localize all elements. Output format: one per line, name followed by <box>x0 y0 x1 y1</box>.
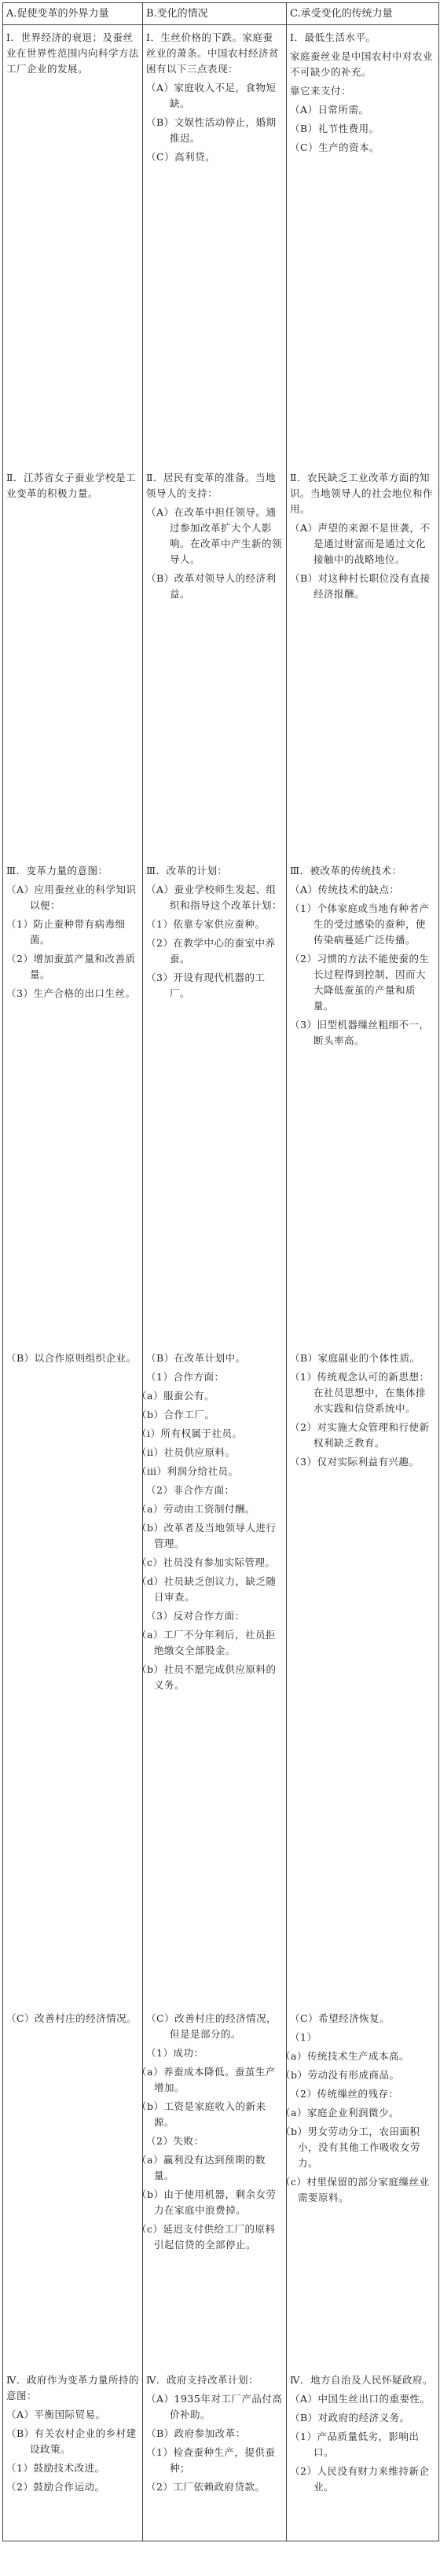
cell-text: （2）在教学中心的蚕室中养蚕。 <box>146 937 276 965</box>
cell-text: （B）文娱性活动停止，婚期推迟。 <box>146 116 277 144</box>
cell-text: Ⅰ．生丝价格的下跌。家庭蚕丝业的萧条。中国农村经济贫困有以下三点表现： <box>146 31 280 75</box>
cell-text: （c）村里保留的部分家庭缫丝业需要原料。 <box>280 2176 430 2203</box>
cell-text: （b）由于使用机器，剩余女劳力在家庭中浪费掉。 <box>137 2188 277 2216</box>
cell-text: （1）个体家庭或当地有种者产生的受过感染的蚕种，使传染病蔓延广泛传播。 <box>290 902 430 946</box>
cell-text: （1）成功： <box>146 2047 204 2059</box>
cell-text: （2）非合作方面： <box>146 1484 235 1496</box>
cell-text: （1） <box>290 2031 317 2043</box>
cell-text: （c）延迟支付供给工厂的原料引起信贷的全部停止。 <box>137 2223 276 2251</box>
header-col-b: B.变化的情况 <box>143 3 287 24</box>
cell-text: （ⅱ）社员供应原料。 <box>137 1446 236 1458</box>
cell-text: Ⅲ．改革的计划： <box>146 865 228 876</box>
cell-col-c <box>287 2368 437 2541</box>
cell-text: （A）应用蚕丝业的科学知识以便： <box>6 884 137 911</box>
cell-text: Ⅲ．被改革的传统技术： <box>290 865 402 876</box>
cell-text: （b）合作工厂。 <box>137 1409 215 1420</box>
cell-col-a <box>3 25 143 465</box>
cell-text: （A）声望的来源不是世袭，不是通过财富而是通过文化接触中的战略地位。 <box>290 522 431 565</box>
cell-text: （2）对实施大众管理和行使新权利缺乏教育。 <box>290 1421 430 1449</box>
table-row <box>3 1346 438 2006</box>
cell-text: （a）养蚕成本降低。蚕茧生产增加。 <box>137 2066 276 2093</box>
cell-col-a <box>3 465 143 858</box>
cell-col-a <box>3 2006 143 2368</box>
cell-text: Ⅳ．政府支持改革计划： <box>146 2374 258 2386</box>
cell-text: Ⅱ．农民缺乏工业改革方面的知识。当地领导人的社会地位和作用。 <box>290 472 434 515</box>
cell-text: （B）对这种村长职位没有直接经济报酬。 <box>290 572 431 600</box>
cell-text: （2）失败： <box>146 2135 204 2147</box>
cell-text: Ⅳ．政府作为变革力量所持的意图： <box>6 2374 139 2401</box>
cell-text: （A）平衡国际贸易。 <box>6 2409 106 2420</box>
cell-text: （1）合作方面： <box>146 1371 225 1383</box>
cell-text: （1）传统观念认可的新思想：在社员思想中，在集体排水实践和信贷系统中。 <box>290 1371 430 1414</box>
cell-col-c <box>287 25 437 465</box>
cell-text: （3）反对合作方面： <box>146 1610 245 1622</box>
cell-text: （2）工厂依赖政府贷款。 <box>146 2481 266 2493</box>
cell-text: （B）家庭副业的个体性质。 <box>290 1352 420 1364</box>
cell-col-a <box>3 1346 143 2006</box>
header-col-a: A.促使变革的外界力量 <box>3 3 143 24</box>
cell-text: （B）在改革计划中。 <box>146 1352 246 1364</box>
cell-text: （a）劳动由工资制付酬。 <box>137 1503 255 1515</box>
cell-text: （A）传统技术的缺点： <box>290 884 400 895</box>
cell-col-c <box>287 1346 437 2006</box>
cell-col-c <box>287 465 437 858</box>
table-row <box>3 2368 438 2541</box>
cell-text: （1）检查蚕种生产，提供蚕种； <box>146 2446 276 2474</box>
cell-text: （1）鼓励技术改进。 <box>6 2462 105 2474</box>
cell-text: （1）防止蚕种带有病毒细菌。 <box>6 918 126 946</box>
table-body <box>3 25 438 2541</box>
cell-text: Ⅲ．变革力量的意图： <box>6 865 108 876</box>
table-header <box>3 3 438 25</box>
cell-text: （A）家庭收入不足，食物短缺。 <box>146 82 277 109</box>
cell-text: Ⅰ．世界经济的衰退；及蚕丝业在世界性范围内向科学方法工厂企业的发展。 <box>6 31 140 75</box>
cell-text: （B）有关农村企业的乡村建设政策。 <box>6 2427 137 2455</box>
cell-text: （a）赢利没有达到预期的数量。 <box>137 2154 266 2181</box>
cell-text: （a）服蚕公有。 <box>137 1390 214 1402</box>
cell-col-a <box>3 2368 143 2541</box>
cell-text: （A）中国生丝出口的重要性。 <box>290 2393 431 2405</box>
cell-text: （2）传统缫丝的残存： <box>290 2088 399 2100</box>
cell-text: （C）高利贷。 <box>146 151 216 163</box>
cell-text: （B）以合作原则组织企业。 <box>6 1352 137 1364</box>
cell-text: （C）改善村庄的经济情况。 <box>6 2012 138 2024</box>
cell-text: （a）传统技术生产成本高。 <box>280 2050 409 2062</box>
cell-text: （A）在改革中担任领导。通过参加改革扩大个人影响。在改革中产生新的领导人。 <box>146 506 283 565</box>
cell-text: （B）改革对领导人的经济利益。 <box>146 572 277 600</box>
cell-text: （3）旧型机器缫丝粗细不一，断头率高。 <box>290 1019 430 1046</box>
comparison-table <box>2 2 439 2541</box>
cell-text: （b）劳动没有形成商品。 <box>280 2069 400 2081</box>
cell-text: （1）依靠专家供应蚕种。 <box>146 918 266 930</box>
cell-text: Ⅱ．居民有变革的准备。当地领导人的支持： <box>146 472 276 499</box>
cell-text: （B）礼节性费用。 <box>290 123 380 134</box>
cell-text: （c）社员没有参加实际管理。 <box>137 1556 276 1568</box>
cell-text: 靠它来支付： <box>290 85 352 97</box>
cell-text: （3）开设有现代机器的工厂。 <box>146 972 266 999</box>
cell-text: Ⅰ．最低生活水平。 <box>290 31 376 43</box>
cell-text: （a）家庭企业利润微少。 <box>280 2107 399 2118</box>
cell-text: （1）产品质量低劣，影响出口。 <box>290 2431 420 2458</box>
cell-text: （b）改革者及当地领导人进行管理。 <box>137 1522 277 1549</box>
cell-text: （3）生产合格的出口生丝。 <box>6 987 136 999</box>
cell-col-b <box>143 2368 287 2541</box>
cell-text: （B）政府参加改革： <box>146 2427 246 2439</box>
cell-text: （C）生产的资本。 <box>290 141 380 153</box>
cell-text: （C）改善村庄的经济情况，但是是部分的。 <box>146 2012 277 2040</box>
cell-text: （A）1935年对工厂产品付高价补助。 <box>146 2393 283 2420</box>
table-row <box>3 2006 438 2368</box>
cell-col-b <box>137 2006 287 2368</box>
cell-col-b <box>137 1346 287 2006</box>
cell-col-c <box>280 2006 437 2368</box>
cell-text: （A）日常所需。 <box>290 104 369 116</box>
cell-text: （C）希望经济恢复。 <box>290 2012 390 2024</box>
cell-text: （b）社员不愿完成供应原料的义务。 <box>137 1663 277 1691</box>
cell-text: （d）社员缺乏创议力，缺乏随日审查。 <box>137 1575 277 1603</box>
table-row <box>3 25 438 465</box>
cell-text: Ⅳ．地方自治及人民怀疑政府。 <box>290 2374 433 2386</box>
cell-text: （2）习惯的方法不能使蚕的生长过程得到控制，因而大大降低蚕茧的产量和质量。 <box>290 953 430 1012</box>
header-col-c: C.承受变化的传统力量 <box>290 8 393 20</box>
cell-text: （2）人民没有财力来维持新企业。 <box>290 2465 430 2493</box>
table-row <box>3 465 438 858</box>
cell-text: （B）对政府的经济义务。 <box>290 2412 410 2423</box>
cell-text: Ⅱ．江苏省女子蚕业学校是工业变革的积极力量。 <box>6 472 136 499</box>
cell-text: （a）工厂不分年利后，社员拒绝缴交全部股金。 <box>137 1629 276 1656</box>
cell-text: 家庭蚕丝业是中国农村中对农业不可缺少的补充。 <box>290 50 434 78</box>
cell-text: （3）仅对实际利益有兴趣。 <box>290 1456 420 1468</box>
cell-col-b <box>143 858 287 1346</box>
cell-col-b <box>143 465 287 858</box>
cell-col-b <box>143 25 287 465</box>
cell-col-c <box>287 858 437 1346</box>
cell-text: （A）蚕业学校师生发起、组织和指导这个改革计划： <box>146 884 283 911</box>
cell-text: （ⅰ）所有权属于社员。 <box>137 1428 243 1439</box>
cell-text: （2）增加蚕茧产量和改善质量。 <box>6 953 136 980</box>
cell-text: （ⅲ）利润分给社员。 <box>137 1465 239 1477</box>
cell-text: （2）鼓励合作运动。 <box>6 2481 105 2493</box>
table-row <box>3 858 438 1346</box>
cell-col-a <box>3 858 143 1346</box>
cell-text: （b）男女劳动分工，农田面积小，没有其他工作吸收女劳力。 <box>280 2126 421 2169</box>
cell-text: （b）工资是家庭收入的新来源。 <box>137 2100 266 2128</box>
